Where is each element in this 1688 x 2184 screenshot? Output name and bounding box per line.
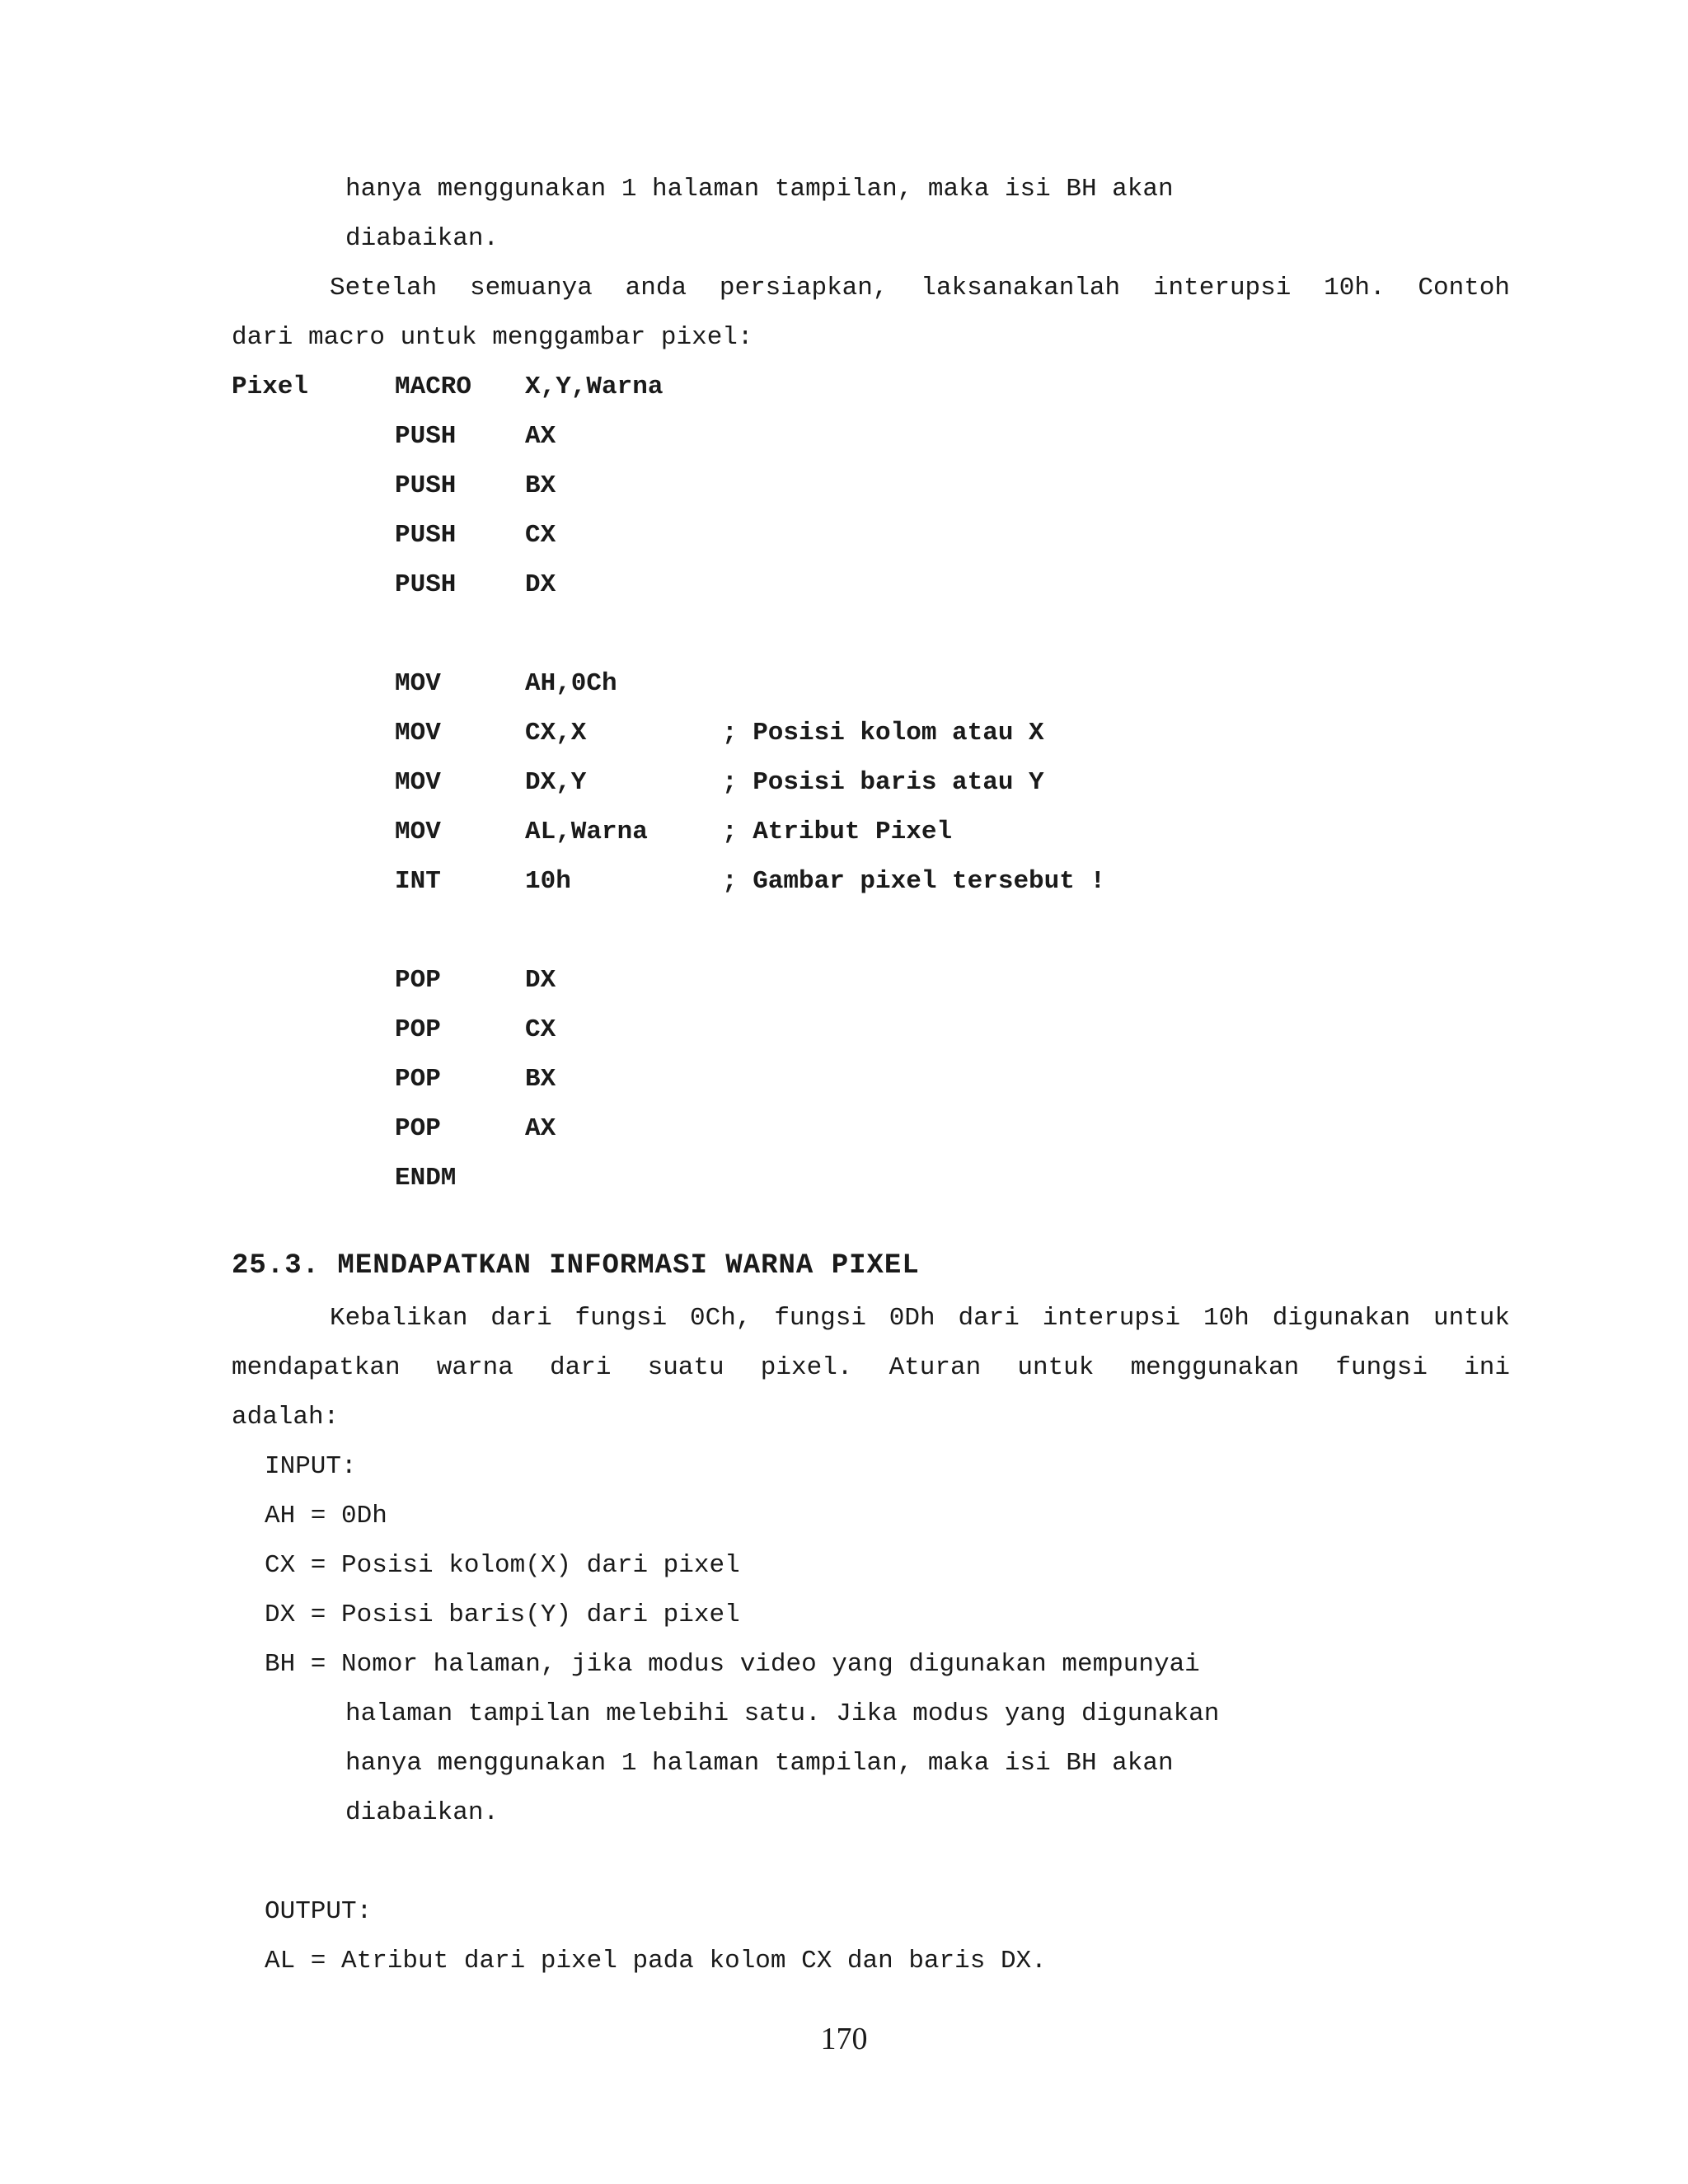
code-op: POP	[395, 1015, 441, 1044]
code-comment: ; Posisi baris atau Y	[722, 768, 1044, 797]
bh-continuation-line-2: hanya menggunakan 1 halaman tampilan, maka isi BH akan	[345, 1749, 1174, 1778]
input-label: INPUT:	[265, 1452, 357, 1481]
code-line	[0, 1162, 457, 1261]
code-op: PUSH	[395, 422, 457, 451]
code-op: ENDM	[395, 1164, 457, 1193]
code-op: PUSH	[395, 570, 457, 599]
code-arg: AL,Warna	[525, 818, 648, 846]
code-comment: ; Gambar pixel tersebut !	[722, 867, 1106, 896]
code-label: Pixel	[232, 373, 309, 401]
code-arg: AX	[525, 1114, 556, 1143]
code-arg: DX,Y	[525, 768, 587, 797]
code-arg: AX	[525, 422, 556, 451]
intro-line-2: diabaikan.	[345, 224, 499, 253]
output-line-al: AL = Atribut dari pixel pada kolom CX dan baris DX.	[265, 1947, 1047, 1975]
code-op: MOV	[395, 768, 441, 797]
input-line-bh: BH = Nomor halaman, jika modus video yang digunakan mempunyai	[265, 1650, 1200, 1679]
code-arg: CX,X	[525, 719, 587, 748]
code-arg: BX	[525, 1065, 556, 1094]
bh-continuation-line-1: halaman tampilan melebihi satu. Jika modus yang digunakan	[345, 1699, 1220, 1728]
code-op: INT	[395, 867, 441, 896]
section-paragraph-line-2: mendapatkan warna dari suatu pixel. Aturan untuk menggunakan fungsi ini	[232, 1353, 1510, 1382]
section-paragraph-line-1: Kebalikan dari fungsi 0Ch, fungsi 0Dh dari interupsi 10h digunakan untuk	[330, 1304, 1510, 1333]
input-line-dx: DX = Posisi baris(Y) dari pixel	[265, 1601, 740, 1629]
code-op: PUSH	[395, 521, 457, 550]
code-op: MACRO	[395, 373, 472, 401]
code-op: PUSH	[395, 471, 457, 500]
section-paragraph-line-3: adalah:	[232, 1403, 340, 1432]
code-comment: ; Atribut Pixel	[722, 818, 953, 846]
code-op: POP	[395, 966, 441, 995]
section-heading: 25.3. MENDAPATKAN INFORMASI WARNA PIXEL	[232, 1250, 920, 1282]
output-label: OUTPUT:	[265, 1897, 373, 1926]
code-arg: 10h	[525, 867, 571, 896]
code-arg: DX	[525, 966, 556, 995]
code-op: MOV	[395, 669, 441, 698]
intro-line-1: hanya menggunakan 1 halaman tampilan, maka isi BH akan	[345, 175, 1174, 204]
code-arg: CX	[525, 1015, 556, 1044]
page-number: 170	[820, 2022, 868, 2056]
input-line-ah: AH = 0Dh	[265, 1502, 387, 1530]
code-arg: AH,0Ch	[525, 669, 617, 698]
code-comment: ; Posisi kolom atau X	[722, 719, 1044, 748]
code-op: POP	[395, 1114, 441, 1143]
code-arg: BX	[525, 471, 556, 500]
intro-paragraph-line-1: Setelah semuanya anda persiapkan, laksanakanlah interupsi 10h. Contoh	[330, 274, 1510, 302]
input-line-cx: CX = Posisi kolom(X) dari pixel	[265, 1551, 740, 1580]
intro-paragraph-line-2: dari macro untuk menggambar pixel:	[232, 323, 753, 352]
code-op: POP	[395, 1065, 441, 1094]
code-arg: CX	[525, 521, 556, 550]
code-op: MOV	[395, 818, 441, 846]
bh-continuation-line-3: diabaikan.	[345, 1798, 499, 1827]
code-op: MOV	[395, 719, 441, 748]
code-arg: X,Y,Warna	[525, 373, 663, 401]
code-arg: DX	[525, 570, 556, 599]
